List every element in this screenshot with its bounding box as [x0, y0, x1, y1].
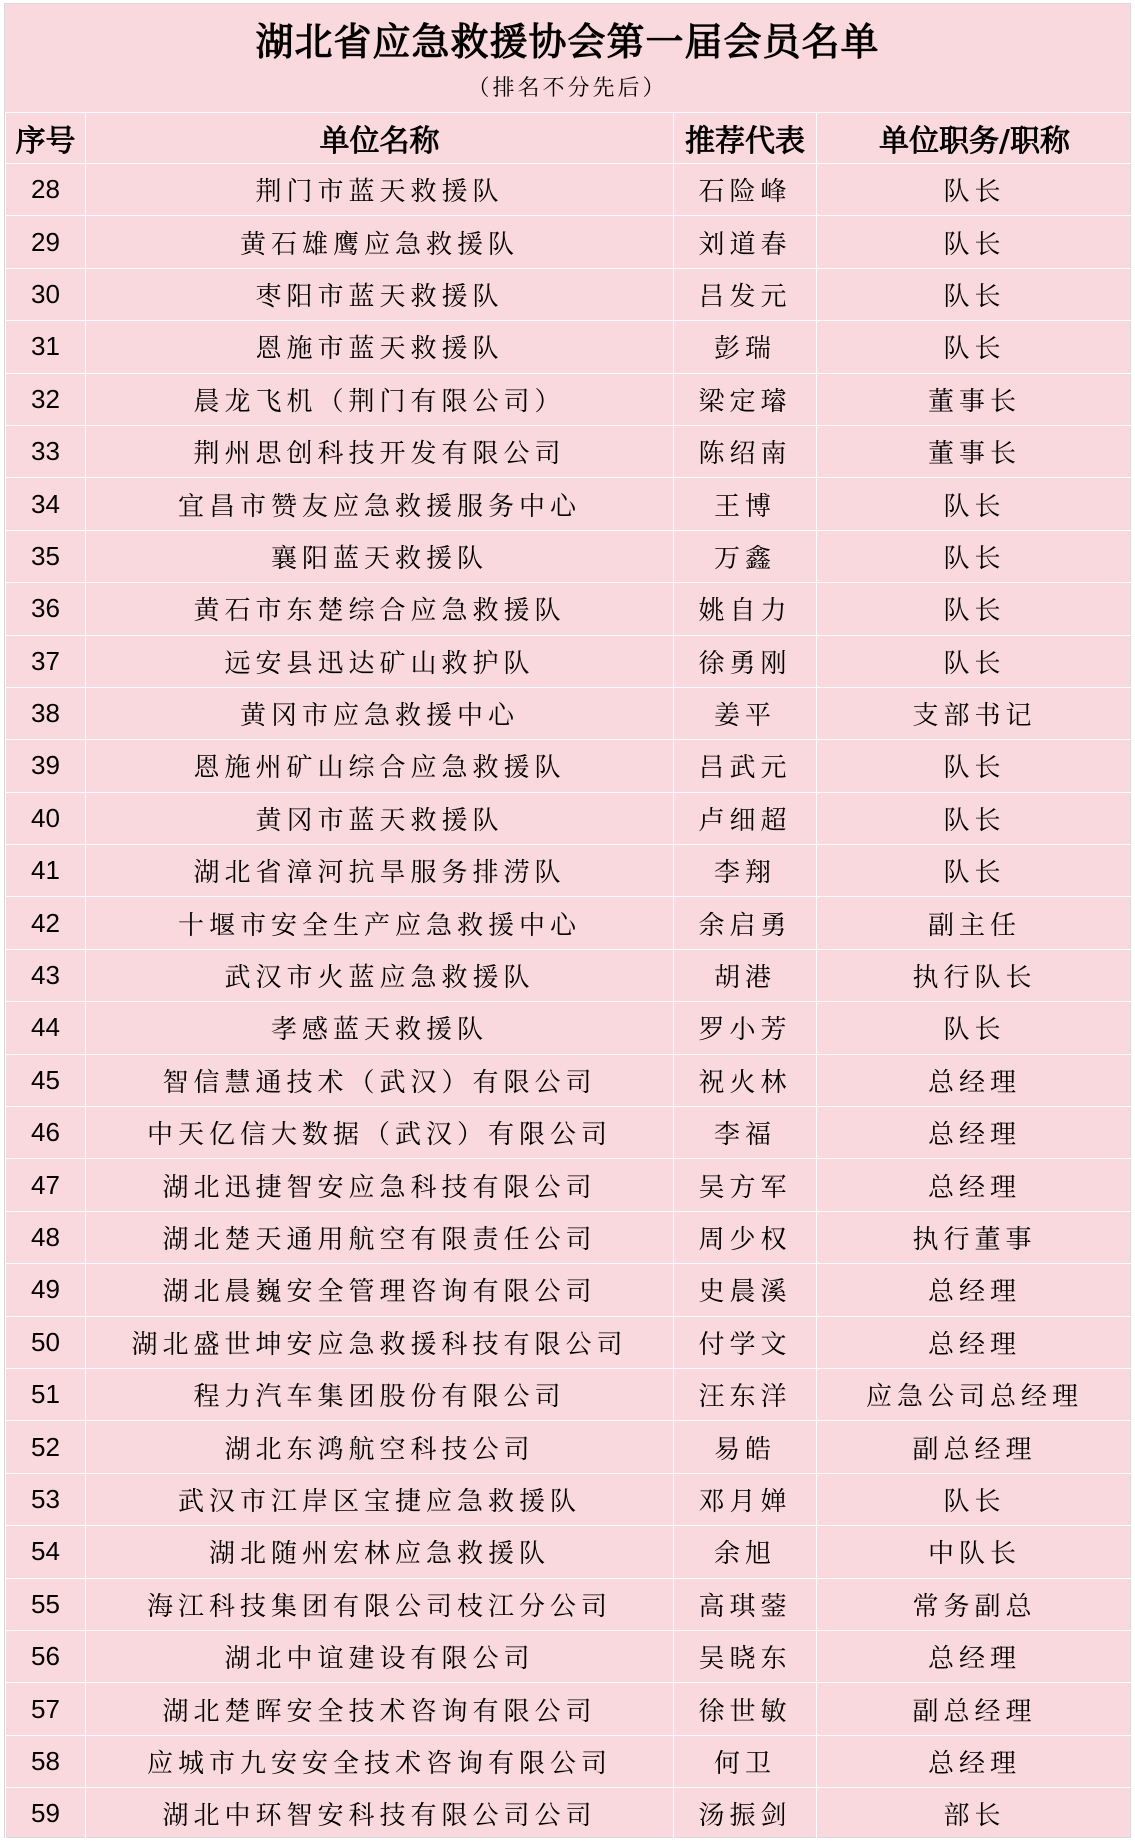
cell-position: 常务副总	[817, 1578, 1133, 1630]
header-representative: 推荐代表	[674, 113, 817, 164]
table-row	[6, 949, 1133, 1001]
cell-position: 副总经理	[817, 1683, 1133, 1735]
cell-representative: 祝火林	[674, 1054, 817, 1106]
cell-representative: 汪东洋	[674, 1368, 817, 1420]
cell-index: 49	[6, 1264, 86, 1316]
cell-unit-name: 荆门市蓝天救援队	[86, 164, 674, 216]
cell-representative: 汤振剑	[674, 1788, 817, 1840]
cell-representative: 易皓	[674, 1421, 817, 1473]
cell-representative: 石险峰	[674, 164, 817, 216]
cell-representative: 刘道春	[674, 216, 817, 268]
cell-index: 35	[6, 530, 86, 582]
header-position: 单位职务/职称	[817, 113, 1133, 164]
cell-unit-name: 武汉市火蓝应急救援队	[86, 949, 674, 1001]
table-row	[6, 1159, 1133, 1211]
cell-representative: 梁定璿	[674, 373, 817, 425]
cell-unit-name: 湖北中谊建设有限公司	[86, 1630, 674, 1682]
cell-index: 54	[6, 1526, 86, 1578]
cell-unit-name: 晨龙飞机（荆门有限公司）	[86, 373, 674, 425]
cell-unit-name: 黄石雄鹰应急救援队	[86, 216, 674, 268]
cell-unit-name: 宜昌市赞友应急救援服务中心	[86, 478, 674, 530]
cell-unit-name: 智信慧通技术（武汉）有限公司	[86, 1054, 674, 1106]
cell-position: 队长	[817, 478, 1133, 530]
cell-unit-name: 湖北晨巍安全管理咨询有限公司	[86, 1264, 674, 1316]
table-row	[6, 1421, 1133, 1473]
cell-representative: 李翔	[674, 845, 817, 897]
cell-representative: 吕发元	[674, 268, 817, 320]
table-row	[6, 1683, 1133, 1735]
table-row	[6, 792, 1133, 844]
table-row	[6, 478, 1133, 530]
cell-representative: 吴晓东	[674, 1630, 817, 1682]
cell-unit-name: 黄冈市应急救援中心	[86, 687, 674, 739]
table-row	[6, 1107, 1133, 1159]
table-row	[6, 373, 1133, 425]
cell-position: 董事长	[817, 425, 1133, 477]
cell-index: 46	[6, 1107, 86, 1159]
cell-index: 44	[6, 1002, 86, 1054]
cell-index: 48	[6, 1211, 86, 1263]
table-row	[6, 1316, 1133, 1368]
cell-position: 应急公司总经理	[817, 1368, 1133, 1420]
cell-representative: 姚自力	[674, 583, 817, 635]
cell-unit-name: 湖北东鸿航空科技公司	[86, 1421, 674, 1473]
cell-position: 总经理	[817, 1159, 1133, 1211]
cell-index: 28	[6, 164, 86, 216]
cell-index: 39	[6, 740, 86, 792]
cell-index: 51	[6, 1368, 86, 1420]
cell-index: 38	[6, 687, 86, 739]
table-row	[6, 635, 1133, 687]
cell-representative: 李福	[674, 1107, 817, 1159]
document-subtitle: （排名不分先后）	[467, 76, 668, 101]
cell-index: 53	[6, 1473, 86, 1525]
table-row	[6, 845, 1133, 897]
cell-index: 40	[6, 792, 86, 844]
cell-unit-name: 湖北楚晖安全技术咨询有限公司	[86, 1683, 674, 1735]
table-row	[6, 740, 1133, 792]
table-row	[6, 1473, 1133, 1525]
cell-position: 副主任	[817, 897, 1133, 949]
cell-index: 34	[6, 478, 86, 530]
cell-index: 33	[6, 425, 86, 477]
header-index: 序号	[6, 113, 86, 164]
cell-representative: 吴方军	[674, 1159, 817, 1211]
cell-position: 队长	[817, 845, 1133, 897]
cell-unit-name: 湖北中环智安科技有限公司公司	[86, 1788, 674, 1840]
table-row	[6, 1788, 1133, 1840]
cell-unit-name: 荆州思创科技开发有限公司	[86, 425, 674, 477]
cell-position: 执行队长	[817, 949, 1133, 1001]
cell-unit-name: 黄冈市蓝天救援队	[86, 792, 674, 844]
cell-unit-name: 湖北随州宏林应急救援队	[86, 1526, 674, 1578]
cell-representative: 邓月婵	[674, 1473, 817, 1525]
cell-position: 队长	[817, 583, 1133, 635]
table-row	[6, 1735, 1133, 1787]
table-row	[6, 1526, 1133, 1578]
cell-representative: 姜平	[674, 687, 817, 739]
cell-unit-name: 程力汽车集团股份有限公司	[86, 1368, 674, 1420]
cell-unit-name: 孝感蓝天救援队	[86, 1002, 674, 1054]
cell-unit-name: 襄阳蓝天救援队	[86, 530, 674, 582]
table-row	[6, 583, 1133, 635]
table-row	[6, 216, 1133, 268]
cell-unit-name: 十堰市安全生产应急救援中心	[86, 897, 674, 949]
table-row	[6, 1002, 1133, 1054]
cell-index: 58	[6, 1735, 86, 1787]
cell-position: 队长	[817, 1002, 1133, 1054]
cell-position: 总经理	[817, 1107, 1133, 1159]
cell-unit-name: 应城市九安安全技术咨询有限公司	[86, 1735, 674, 1787]
cell-position: 总经理	[817, 1630, 1133, 1682]
table-row	[6, 268, 1133, 320]
cell-index: 31	[6, 321, 86, 373]
cell-unit-name: 恩施州矿山综合应急救援队	[86, 740, 674, 792]
cell-position: 队长	[817, 321, 1133, 373]
table-row	[6, 1630, 1133, 1682]
cell-index: 56	[6, 1630, 86, 1682]
cell-index: 43	[6, 949, 86, 1001]
cell-position: 队长	[817, 216, 1133, 268]
cell-index: 52	[6, 1421, 86, 1473]
table-row	[6, 321, 1133, 373]
cell-position: 总经理	[817, 1264, 1133, 1316]
cell-index: 55	[6, 1578, 86, 1630]
cell-position: 队长	[817, 635, 1133, 687]
cell-unit-name: 海江科技集团有限公司枝江分公司	[86, 1578, 674, 1630]
cell-representative: 彭瑞	[674, 321, 817, 373]
cell-position: 总经理	[817, 1735, 1133, 1787]
cell-representative: 胡港	[674, 949, 817, 1001]
cell-index: 59	[6, 1788, 86, 1840]
table-row	[6, 897, 1133, 949]
cell-unit-name: 湖北迅捷智安应急科技有限公司	[86, 1159, 674, 1211]
cell-index: 45	[6, 1054, 86, 1106]
cell-representative: 卢细超	[674, 792, 817, 844]
cell-position: 董事长	[817, 373, 1133, 425]
cell-position: 队长	[817, 740, 1133, 792]
cell-position: 队长	[817, 530, 1133, 582]
cell-representative: 吕武元	[674, 740, 817, 792]
cell-unit-name: 黄石市东楚综合应急救援队	[86, 583, 674, 635]
cell-position: 支部书记	[817, 687, 1133, 739]
cell-unit-name: 恩施市蓝天救援队	[86, 321, 674, 373]
cell-representative: 余旭	[674, 1526, 817, 1578]
table-row	[6, 1578, 1133, 1630]
cell-index: 30	[6, 268, 86, 320]
cell-representative: 徐世敏	[674, 1683, 817, 1735]
cell-index: 32	[6, 373, 86, 425]
cell-index: 36	[6, 583, 86, 635]
cell-unit-name: 湖北省漳河抗旱服务排涝队	[86, 845, 674, 897]
header-unit-name: 单位名称	[86, 113, 674, 164]
cell-representative: 何卫	[674, 1735, 817, 1787]
cell-representative: 罗小芳	[674, 1002, 817, 1054]
table-row	[6, 425, 1133, 477]
cell-position: 队长	[817, 268, 1133, 320]
cell-representative: 徐勇刚	[674, 635, 817, 687]
cell-position: 队长	[817, 164, 1133, 216]
cell-unit-name: 远安县迅达矿山救护队	[86, 635, 674, 687]
table-header-row	[6, 113, 1133, 164]
cell-representative: 周少权	[674, 1211, 817, 1263]
cell-index: 57	[6, 1683, 86, 1735]
cell-position: 部长	[817, 1788, 1133, 1840]
cell-representative: 高琪蓥	[674, 1578, 817, 1630]
table-row	[6, 1264, 1133, 1316]
cell-representative: 付学文	[674, 1316, 817, 1368]
table-row	[6, 164, 1133, 216]
cell-representative: 万鑫	[674, 530, 817, 582]
member-list-sheet	[4, 3, 1131, 1838]
cell-index: 29	[6, 216, 86, 268]
cell-index: 50	[6, 1316, 86, 1368]
table-row	[6, 687, 1133, 739]
cell-position: 队长	[817, 1473, 1133, 1525]
document-title: 湖北省应急救援协会第一届会员名单	[255, 20, 880, 64]
cell-unit-name: 枣阳市蓝天救援队	[86, 268, 674, 320]
member-table	[5, 112, 1133, 1841]
cell-unit-name: 武汉市江岸区宝捷应急救援队	[86, 1473, 674, 1525]
cell-representative: 余启勇	[674, 897, 817, 949]
cell-position: 总经理	[817, 1054, 1133, 1106]
cell-index: 37	[6, 635, 86, 687]
cell-position: 副总经理	[817, 1421, 1133, 1473]
cell-unit-name: 中天亿信大数据（武汉）有限公司	[86, 1107, 674, 1159]
table-row	[6, 530, 1133, 582]
cell-representative: 史晨溪	[674, 1264, 817, 1316]
table-row	[6, 1054, 1133, 1106]
cell-unit-name: 湖北盛世坤安应急救援科技有限公司	[86, 1316, 674, 1368]
cell-representative: 王博	[674, 478, 817, 530]
cell-position: 执行董事	[817, 1211, 1133, 1263]
cell-position: 总经理	[817, 1316, 1133, 1368]
cell-index: 41	[6, 845, 86, 897]
cell-position: 中队长	[817, 1526, 1133, 1578]
cell-index: 47	[6, 1159, 86, 1211]
table-row	[6, 1368, 1133, 1420]
table-row	[6, 1211, 1133, 1263]
cell-representative: 陈绍南	[674, 425, 817, 477]
cell-unit-name: 湖北楚天通用航空有限责任公司	[86, 1211, 674, 1263]
cell-position: 队长	[817, 792, 1133, 844]
cell-index: 42	[6, 897, 86, 949]
